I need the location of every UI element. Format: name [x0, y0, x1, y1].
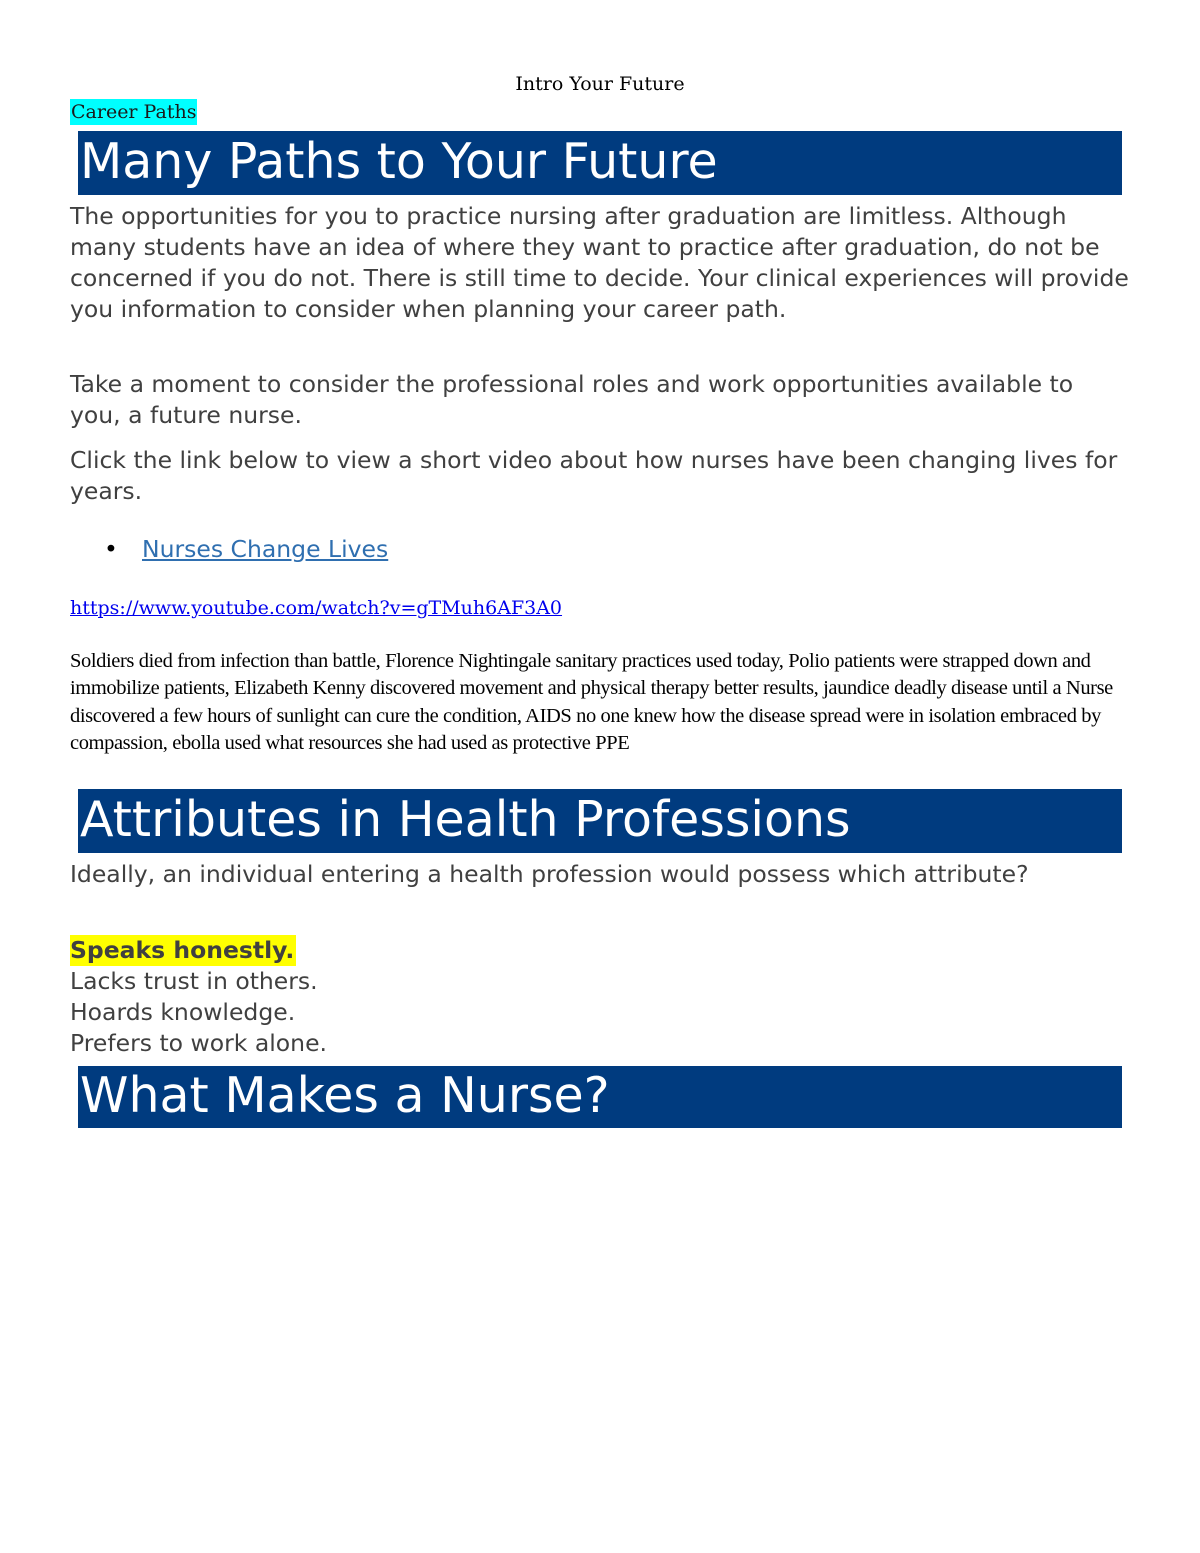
section-heading-what-makes-nurse: What Makes a Nurse?	[78, 1066, 1122, 1128]
nurses-change-lives-link[interactable]: Nurses Change Lives	[142, 535, 389, 563]
page-header: Intro Your Future	[515, 73, 685, 95]
section-heading-attributes: Attributes in Health Professions	[78, 789, 1122, 853]
answer-item-correct	[70, 935, 1070, 966]
answer-list	[70, 935, 1070, 1059]
roles-paragraph: Take a moment to consider the professional roles and work opportunities available to you, a future nurse.	[70, 370, 1074, 429]
intro-paragraph: The opportunities for you to practice nursing after graduation are limitless. Although many students have an idea of where they want to practice after graduation, do not be concerned if you do not. There is still time to decide. Your clinical experiences will provide you information to consider when planning your career path.	[70, 202, 1129, 323]
video-instruction-paragraph: Click the link below to view a short video about how nurses have been changing lives for years.	[70, 446, 1118, 505]
bullet-icon: •	[104, 535, 118, 563]
answer-highlighted: Speaks honestly.	[70, 936, 295, 964]
career-paths-label: Career Paths	[71, 101, 197, 123]
answer-item: Hoards knowledge.	[70, 998, 296, 1026]
answer-item: Prefers to work alone.	[70, 1029, 327, 1057]
youtube-url-link[interactable]: https://www.youtube.com/watch?v=gTMuh6AF3A0	[70, 597, 563, 619]
video-notes-paragraph: Soldiers died from infection than battle, Florence Nightingale sanitary practices used today, Polio patients were strapped down and immobilize patients, Elizabeth Kenny discovered movement and physical therapy better results, jaundice deadly disease until a Nurse discovered a few hours of sunlight can cure the condition, AIDS no one knew how the disease spread were in isolation embraced by compassion, ebolla used what resources she had used as protective PPE	[70, 650, 1113, 755]
attribute-question: Ideally, an individual entering a health profession would possess which attribute?	[70, 860, 1029, 888]
section-heading-many-paths: Many Paths to Your Future	[78, 131, 1122, 195]
answer-item: Lacks trust in others.	[70, 967, 318, 995]
